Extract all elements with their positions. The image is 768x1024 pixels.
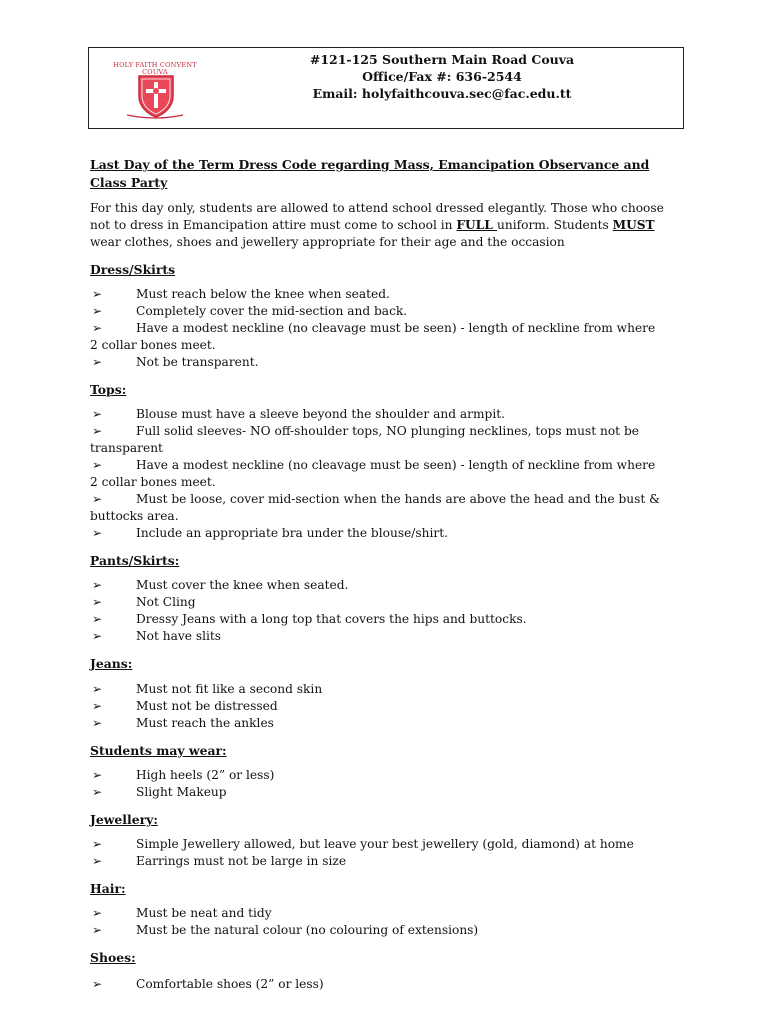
school-contact-block [209, 51, 675, 102]
arrowhead-bullet-icon: ➢ [92, 906, 103, 920]
list-item: High heels (2” or less) [136, 768, 275, 782]
list-item: Completely cover the mid-section and back. [136, 304, 408, 318]
list-item: Must be neat and tidy [136, 906, 272, 920]
arrowhead-bullet-icon: ➢ [92, 458, 103, 472]
arrowhead-bullet-icon: ➢ [92, 287, 103, 301]
arrowhead-bullet-icon: ➢ [92, 854, 103, 868]
arrowhead-bullet-icon: ➢ [92, 321, 103, 335]
list-item: Not be transparent. [136, 355, 259, 369]
list-item-continuation: 2 collar bones meet. [90, 338, 216, 352]
list-item: Must reach below the knee when seated. [136, 287, 390, 301]
letterhead [88, 47, 684, 129]
crest-ribbon-icon [125, 114, 185, 120]
intro-line-1: For this day only, students are allowed to attend school dressed elegantly. Those who choose [90, 201, 664, 215]
list-item: Must not be distressed [136, 699, 278, 713]
list-item: Must be loose, cover mid-section when the hands are above the head and the bust & [136, 492, 661, 506]
section-heading-dress: Dress/Skirts [90, 262, 176, 277]
arrowhead-bullet-icon: ➢ [92, 407, 103, 421]
list-item: Must reach the ankles [136, 716, 274, 730]
list-item: Not have slits [136, 629, 222, 643]
arrowhead-bullet-icon: ➢ [92, 682, 103, 696]
crest-school-name: HOLY FAITH CONVENT [113, 61, 197, 69]
list-item: Comfortable shoes (2” or less) [136, 977, 324, 991]
arrowhead-bullet-icon: ➢ [92, 612, 103, 626]
school-address: #121-125 Southern Main Road Couva [309, 52, 575, 67]
arrowhead-bullet-icon: ➢ [92, 768, 103, 782]
arrowhead-bullet-icon: ➢ [92, 304, 103, 318]
arrowhead-bullet-icon: ➢ [92, 977, 103, 991]
section-heading-jeans: Jeans: [90, 656, 133, 671]
list-item: Include an appropriate bra under the blouse/shirt. [136, 526, 448, 540]
section-heading-may-wear: Students may wear: [90, 743, 227, 758]
list-item: Have a modest neckline (no cleavage must be seen) - length of neckline from where [136, 458, 656, 472]
list-item: Must not fit like a second skin [136, 682, 323, 696]
arrowhead-bullet-icon: ➢ [92, 716, 103, 730]
intro-line-2-mid: uniform. Students [497, 218, 613, 232]
arrowhead-bullet-icon: ➢ [92, 578, 103, 592]
school-email: Email: holyfaithcouva.sec@fac.edu.tt [312, 86, 572, 101]
section-heading-pants: Pants/Skirts: [90, 553, 180, 568]
list-item-continuation: buttocks area. [90, 509, 179, 523]
arrowhead-bullet-icon: ➢ [92, 355, 103, 369]
arrowhead-bullet-icon: ➢ [92, 424, 103, 438]
arrowhead-bullet-icon: ➢ [92, 699, 103, 713]
list-item: Blouse must have a sleeve beyond the shoulder and armpit. [136, 407, 505, 421]
list-item-continuation: transparent [90, 441, 163, 455]
list-item: Earrings must not be large in size [136, 854, 347, 868]
document-title-line-1: Last Day of the Term Dress Code regarding Mass, Emancipation Observance and [90, 157, 650, 172]
list-item-continuation: 2 collar bones meet. [90, 475, 216, 489]
arrowhead-bullet-icon: ➢ [92, 492, 103, 506]
list-item: Full solid sleeves- NO off-shoulder tops, NO plunging necklines, tops must not be [136, 424, 639, 438]
arrowhead-bullet-icon: ➢ [92, 785, 103, 799]
arrowhead-bullet-icon: ➢ [92, 595, 103, 609]
intro-line-3: wear clothes, shoes and jewellery appropriate for their age and the occasion [90, 235, 565, 249]
list-item: Must be the natural colour (no colouring of extensions) [136, 923, 479, 937]
section-heading-shoes: Shoes: [90, 950, 136, 965]
section-heading-hair: Hair: [90, 881, 126, 896]
school-phone: Office/Fax #: 636-2544 [362, 69, 522, 84]
intro-full-emphasis: FULL [456, 218, 498, 232]
list-item: Have a modest neckline (no cleavage must be seen) - length of neckline from where [136, 321, 656, 335]
list-item: Slight Makeup [136, 785, 227, 799]
crest-school-location: COUVA [142, 68, 168, 76]
list-item: Simple Jewellery allowed, but leave your best jewellery (gold, diamond) at home [136, 837, 634, 851]
list-item: Not Cling [136, 595, 196, 609]
section-heading-tops: Tops: [90, 382, 127, 397]
arrowhead-bullet-icon: ➢ [92, 837, 103, 851]
shield-icon [137, 74, 175, 118]
arrowhead-bullet-icon: ➢ [92, 526, 103, 540]
school-crest [103, 56, 207, 120]
intro-must-emphasis: MUST [612, 218, 655, 232]
intro-line-2 [90, 217, 655, 234]
list-item: Must cover the knee when seated. [136, 578, 349, 592]
arrowhead-bullet-icon: ➢ [92, 923, 103, 937]
document-title-line-2: Class Party [90, 175, 168, 190]
section-heading-jewellery: Jewellery: [90, 812, 158, 827]
intro-line-2-text: not to dress in Emancipation attire must come to school in [90, 218, 457, 232]
list-item: Dressy Jeans with a long top that covers the hips and buttocks. [136, 612, 527, 626]
arrowhead-bullet-icon: ➢ [92, 629, 103, 643]
